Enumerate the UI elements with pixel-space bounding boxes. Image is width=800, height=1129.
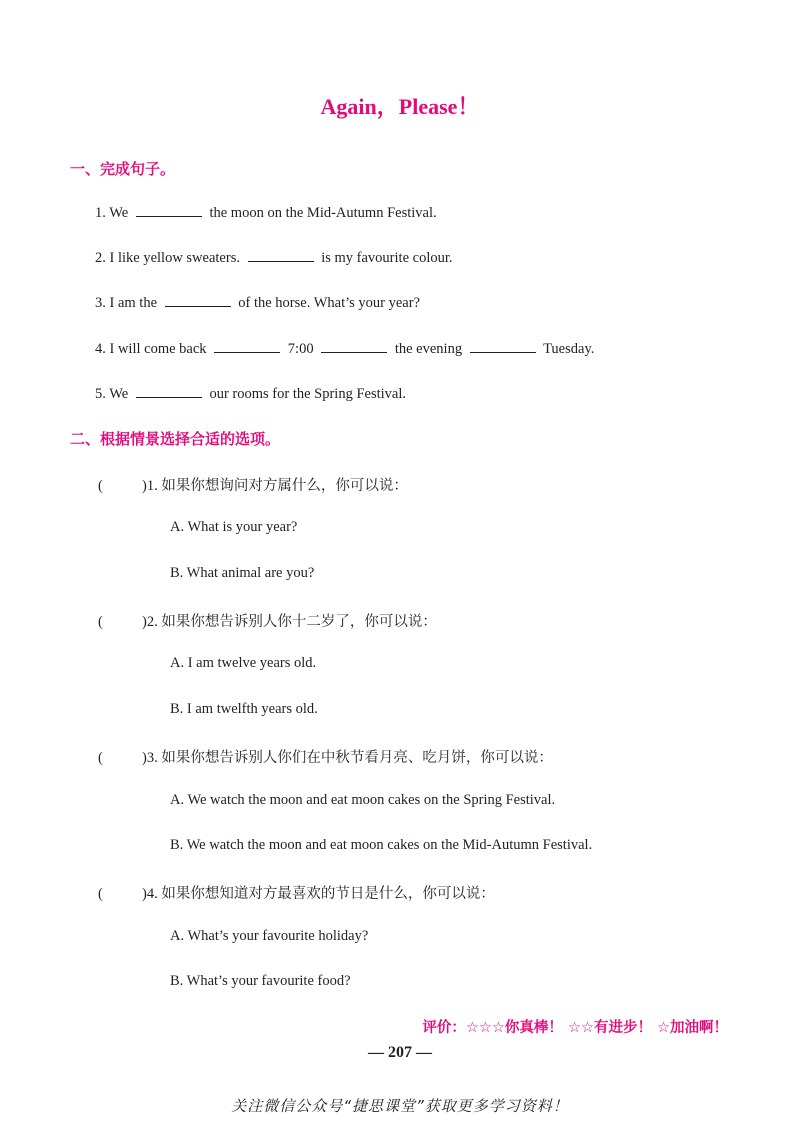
sentence-text: 7:00 <box>287 341 314 357</box>
answer-paren-open[interactable]: ( <box>98 614 103 630</box>
page-title: Again，Please！ <box>320 94 480 119</box>
question-4 <box>98 882 495 903</box>
sentence-text: is my favourite colour. <box>321 250 453 266</box>
section-2-heading: 二、根据情景选择合适的选项。 <box>70 430 281 448</box>
option-b[interactable]: B. What animal are you? <box>170 565 315 581</box>
answer-paren-close: ) <box>142 886 147 902</box>
item-number: 1. <box>146 478 158 494</box>
sentence-text: the evening <box>394 341 463 357</box>
item-number: 4. <box>95 341 106 357</box>
sentence-text: We <box>109 386 129 402</box>
answer-paren-close: ) <box>142 750 147 766</box>
sentence-text: We <box>109 205 129 221</box>
sentence-text: Tuesday. <box>543 341 595 357</box>
item-number: 3. <box>95 295 106 311</box>
answer-blank[interactable] <box>321 338 387 353</box>
item-number: 2. <box>146 614 158 630</box>
sentence-4 <box>95 338 594 358</box>
footer-note: 关注微信公众号“捷思课堂”获取更多学习资料！ <box>231 1097 569 1115</box>
answer-blank[interactable] <box>470 338 536 353</box>
sentence-1 <box>95 202 437 222</box>
item-number: 1. <box>95 205 106 221</box>
sentence-3 <box>95 292 420 312</box>
item-number: 4. <box>146 886 158 902</box>
answer-blank[interactable] <box>165 292 231 307</box>
answer-blank[interactable] <box>136 202 202 217</box>
question-text: 如果你想告诉别人你十二岁了，你可以说： <box>161 614 437 630</box>
item-number: 3. <box>146 750 158 766</box>
option-a[interactable]: A. I am twelve years old. <box>170 655 317 671</box>
rating-line: 评价：☆☆☆你真棒！ ☆☆有进步！ ☆加油啊！ <box>422 1020 728 1036</box>
option-b[interactable]: B. What’s your favourite food? <box>170 973 351 989</box>
question-text: 如果你想告诉别人你们在中秋节看月亮、吃月饼，你可以说： <box>161 750 553 766</box>
answer-paren-close: ) <box>142 614 147 630</box>
question-1 <box>98 474 408 495</box>
answer-paren-open[interactable]: ( <box>98 750 103 766</box>
option-a[interactable]: A. We watch the moon and eat moon cakes on the Spring Festival. <box>170 792 556 808</box>
answer-paren-open[interactable]: ( <box>98 886 103 902</box>
sentence-text: I will come back <box>109 341 207 357</box>
answer-paren-close: ) <box>142 478 147 494</box>
sentence-text: our rooms for the Spring Festival. <box>209 386 407 402</box>
sentence-text: I am the <box>109 295 158 311</box>
item-number: 2. <box>95 250 106 266</box>
page-number: — 207 — <box>368 1044 432 1061</box>
answer-blank[interactable] <box>214 338 280 353</box>
option-a[interactable]: A. What’s your favourite holiday? <box>170 928 369 944</box>
option-a[interactable]: A. What is your year? <box>170 519 298 535</box>
item-number: 5. <box>95 386 106 402</box>
section-1-heading: 一、完成句子。 <box>70 160 176 178</box>
question-text: 如果你想询问对方属什么，你可以说： <box>161 478 408 494</box>
question-text: 如果你想知道对方最喜欢的节日是什么，你可以说： <box>161 886 495 902</box>
option-b[interactable]: B. We watch the moon and eat moon cakes on the Mid-Autumn Festival. <box>170 837 593 853</box>
sentence-text: I like yellow sweaters. <box>109 250 240 266</box>
sentence-text: of the horse. What’s your year? <box>238 295 420 311</box>
sentence-text: the moon on the Mid-Autumn Festival. <box>209 205 437 221</box>
sentence-5 <box>95 383 406 403</box>
sentence-2 <box>95 247 453 267</box>
question-2 <box>98 610 437 631</box>
answer-blank[interactable] <box>248 247 314 262</box>
question-3 <box>98 746 553 767</box>
option-b[interactable]: B. I am twelfth years old. <box>170 701 318 717</box>
answer-blank[interactable] <box>136 383 202 398</box>
answer-paren-open[interactable]: ( <box>98 478 103 494</box>
